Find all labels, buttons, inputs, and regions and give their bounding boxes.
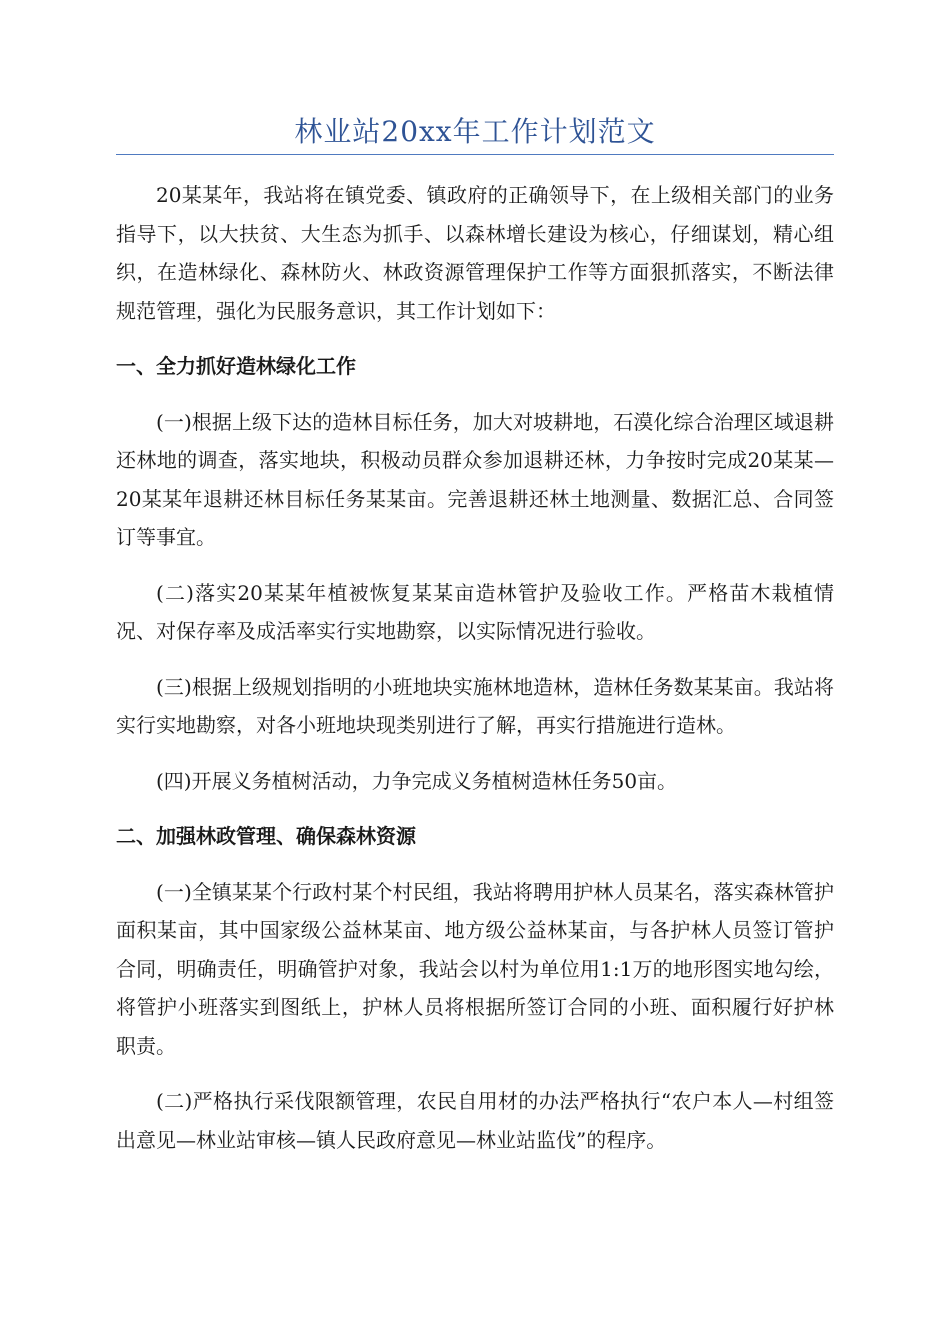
title-underline xyxy=(116,154,834,155)
section-heading-2: 二、加强林政管理、确保森林资源 xyxy=(116,824,416,848)
section-heading-1: 一、全力抓好造林绿化工作 xyxy=(116,354,356,378)
paragraph: (二)落实20某某年植被恢复某某亩造林管护及验收工作。严格苗木栽植情况、对保存率及成活率实行实地勘察，以实际情况进行验收。 xyxy=(116,580,834,643)
intro-paragraph: 20某某年，我站将在镇党委、镇政府的正确领导下，在上级相关部门的业务指导下，以大扶贫、大生态为抓手、以森林增长建设为核心，仔细谋划，精心组织，在造林绿化、森林防火、林政资源管理保护工作等方面狠抓落实，不断法律规范管理，强化为民服务意识，其工作计划如下： xyxy=(116,183,834,323)
document-title: 林业站20xx年工作计划范文 xyxy=(294,115,656,148)
paragraph: (二)严格执行采伐限额管理，农民自用材的办法严格执行“农户本人—村组签出意见—林业站审核—镇人民政府意见—林业站监伐”的程序。 xyxy=(116,1089,834,1152)
document-body xyxy=(116,176,834,1176)
paragraph: (一)根据上级下达的造林目标任务，加大对坡耕地，石漠化综合治理区域退耕还林地的调查，落实地块，积极动员群众参加退耕还林，力争按时完成20某某—20某某年退耕还林目标任务某某亩。完善退耕还林土地测量、数据汇总、合同签订等事宜。 xyxy=(116,409,834,549)
paragraph: (三)根据上级规划指明的小班地块实施林地造林，造林任务数某某亩。我站将实行实地勘察，对各小班地块现类别进行了解，再实行措施进行造林。 xyxy=(116,674,834,737)
paragraph: (四)开展义务植树活动，力争完成义务植树造林任务50亩。 xyxy=(156,768,678,793)
paragraph: (一)全镇某某个行政村某个村民组，我站将聘用护林人员某名，落实森林管护面积某亩，其中国家级公益林某亩、地方级公益林某亩，与各护林人员签订管护合同，明确责任，明确管护对象，我站会以村为单位用1:1万的地形图实地勾绘，将管护小班落实到图纸上，护林人员将根据所签订合同的小班、面积履行好护林职责。 xyxy=(116,879,834,1058)
